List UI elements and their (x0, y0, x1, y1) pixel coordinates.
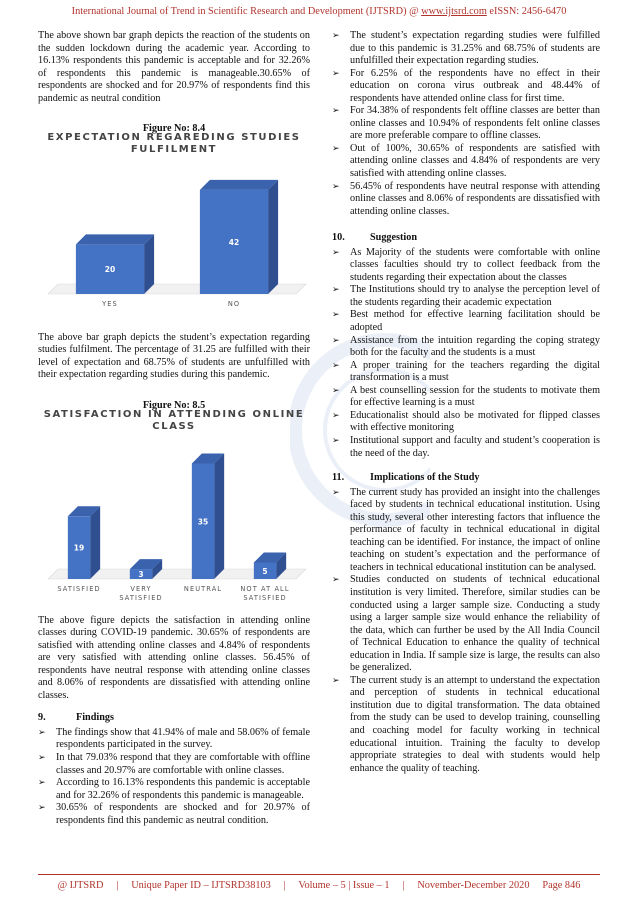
satisfaction-bar-chart (38, 433, 310, 609)
arrow-bullet-icon: ➢ (332, 310, 340, 321)
data-label: 19 (73, 543, 85, 553)
arrow-bullet-icon: ➢ (38, 727, 46, 738)
findings-list (38, 727, 310, 827)
arrow-bullet-icon: ➢ (332, 68, 340, 79)
paragraph: The above shown bar graph depicts the reaction of the students on the sudden lockdown during the academic year. According to 16.13% respondents this pandemic is acceptable and for 32.26% of respondents this pandemic is manageable.30.65% of respondents are shocked and for 20.97% of respondents find this pandemic as neutral condition (38, 30, 310, 104)
list-item (332, 435, 600, 460)
list-item-text: Assistance from the intuition regarding the coping strategy both for the faculty and the students is a must (350, 334, 600, 359)
section-title: Findings (76, 712, 114, 724)
tick-label: YES (102, 299, 118, 308)
data-label: 35 (197, 516, 209, 526)
arrow-bullet-icon: ➢ (38, 803, 46, 814)
list-item (332, 360, 600, 385)
data-label: 5 (262, 566, 268, 576)
list-item (332, 309, 600, 334)
list-item-text: 56.45% of respondents have neutral response with attending online classes and 8.06% of respondents are dissatisfied with attending online classes. (350, 180, 600, 217)
right-column (332, 30, 600, 775)
tick-label: NEUTRAL (183, 584, 223, 593)
section-number: 11. (332, 472, 345, 484)
page-footer: @ IJTSRD | Unique Paper ID – IJTSRD38103 | Volume – 5 | Issue – 1 | November-December 2020 Page 846 (57, 880, 581, 891)
list-item (38, 752, 310, 777)
data-label: 3 (138, 569, 144, 579)
arrow-bullet-icon: ➢ (332, 410, 340, 421)
bar-side (144, 234, 154, 294)
paragraph: The above figure depicts the satisfaction in attending online classes during COVID-19 pandemic. 30.65% of respondents are satisfied with attending online classes and 4.84% of respondents are very satisfied with attending online classes. 56.45% of respondents have neutral response with attending online classes and 8.06% of respondents are dissatisfied with attending online classes. (38, 614, 310, 701)
list-item (332, 247, 600, 285)
journal-issn: eISSN: 2456-6470 (486, 6, 567, 17)
arrow-bullet-icon: ➢ (332, 31, 340, 41)
list-item (38, 727, 310, 752)
list-item-text: According to 16.13% respondents this pandemic is acceptable and for 32.26% of respondents this pandemic is manageable. (56, 777, 310, 801)
list-item (332, 68, 600, 106)
list-item (332, 574, 600, 674)
arrow-bullet-icon: ➢ (332, 143, 340, 154)
list-item (332, 335, 600, 360)
list-item (332, 487, 600, 575)
arrow-bullet-icon: ➢ (332, 675, 340, 686)
bar-side (214, 453, 224, 579)
journal-name: International Journal of Trend in Scientific Research and Development (IJTSRD) @ (71, 6, 422, 17)
implications-list (332, 487, 600, 776)
arrow-bullet-icon: ➢ (38, 778, 46, 789)
expectation-bar-chart (38, 156, 310, 324)
section-heading (38, 712, 310, 725)
list-item-text: For 6.25% of the respondents have no effect in their education on corona virus outbreak and 48.44% of respondents have attended online class for first time. (350, 67, 600, 104)
list-item-text: A best counselling session for the students to motivate them for effective learning is a must (350, 384, 600, 409)
list-item-text: The Institutions should try to analyse the perception level of the students regarding their academic expectation (350, 284, 600, 308)
list-item (38, 802, 310, 827)
list-item (332, 143, 600, 181)
list-item-text: A proper training for the teachers regarding the digital transformation is a must (350, 359, 600, 384)
arrow-bullet-icon: ➢ (332, 360, 340, 371)
chart-title: EXPECTATION REGAREDING STUDIES FULFILMENT (47, 131, 301, 155)
footer-divider (38, 874, 600, 875)
tick-label: NOT AT ALL SATISFIED (240, 584, 290, 602)
section-title: Implications of the Study (370, 472, 480, 484)
bar-top (200, 180, 278, 190)
journal-url-link[interactable]: www.ijtsrd.com (421, 6, 487, 17)
left-column (38, 30, 310, 827)
list-item-text: Institutional support and faculty and student’s cooperation is the need of the day. (350, 434, 600, 459)
arrow-bullet-icon: ➢ (332, 181, 340, 192)
arrow-bullet-icon: ➢ (332, 575, 340, 586)
list-item-text: Educationalist should also be motivated for flipped classes with effective monitoring (350, 409, 600, 434)
data-label: 42 (228, 237, 240, 247)
bar-top (76, 234, 154, 244)
section-title: Suggestion (370, 232, 417, 244)
section-number: 9. (38, 712, 46, 724)
list-item (332, 385, 600, 410)
list-item (38, 777, 310, 802)
list-item-text: The current study has provided an insight into the challenges faced by students in technical educational institution. Using this study, several other interesting factors that influence the performance of faculty in technical educational in digital teaching can be identified. For instance, the impact of online teaching on student’s expectation and the performance of teachers in technical educational institution can be analysed. (350, 486, 600, 573)
list-item-text: In that 79.03% respond that they are comfortable with offline classes and 20.97% are comfortable with online classes. (56, 752, 310, 776)
list-item (332, 284, 600, 309)
list-item-text: The student’s expectation regarding studies were fulfilled due to this pandemic is 31.25% and 68.75% of students are unfulfilled their expectation regarding studies. (350, 30, 600, 67)
list-item-text: Studies conducted on students of technical educational institution is very limited. Therefore, similar studies can be conducted using a larger sample size. Conducting a study using a larger sample size would enhance the reliability of the data, which can further be used by the All India Council of Technical Education to enhance the quality of technical education in India. If sample size is large, the results can also be generalized. (350, 574, 600, 674)
arrow-bullet-icon: ➢ (38, 753, 46, 764)
suggestions-list (332, 247, 600, 460)
list-item-text: As Majority of the students were comfortable with online classes faculties should try to collect feedback from the students regarding their expectation about the classes (350, 246, 600, 283)
arrow-bullet-icon: ➢ (332, 487, 340, 498)
list-item (332, 675, 600, 775)
section-number: 10. (332, 232, 345, 244)
section-heading (332, 472, 600, 485)
figure-label: Figure No: 8.5 (142, 400, 206, 412)
data-label: 20 (104, 265, 116, 275)
arrow-bullet-icon: ➢ (332, 247, 340, 258)
tick-label: SATISFIED (57, 584, 101, 593)
arrow-bullet-icon: ➢ (332, 285, 340, 296)
figure-label: Figure No: 8.4 (142, 123, 206, 135)
chart-title: SATISFACTION IN ATTENDING ONLINE CLASS (43, 408, 305, 432)
section-heading (332, 232, 600, 245)
list-item (332, 105, 600, 143)
tick-label: VERY SATISFIED (119, 584, 163, 602)
list-item-text: Best method for effective learning facilitation should be adopted (350, 309, 600, 334)
arrow-bullet-icon: ➢ (332, 106, 340, 117)
arrow-bullet-icon: ➢ (332, 435, 340, 446)
list-item-text: The current study is an attempt to understand the expectation and perception of students in technical educational institution due to digital transformation. The data obtained from the study can be used to develop training, counselling and coaching model for faculty working in technical educational intuition. Training the faculty to develop appropriate strategies to deal with students would help enhance the quality of teaching. (350, 674, 600, 774)
list-item (332, 410, 600, 435)
tick-label: NO (227, 299, 241, 308)
list-item-text: 30.65% of respondents are shocked and for 20.97% of respondents find this pandemic as neutral condition. (56, 802, 310, 826)
list-item-text: For 34.38% of respondents felt offline classes are better than online classes and 10.94% of respondents felt online classes are more preferable compare to offline classes. (350, 105, 600, 142)
paragraph: The above bar graph depicts the student’s expectation regarding studies fulfilment. The percentage of 31.25 are fulfilled with their level of expectation and 68.75% of students are unfulfilled with their expectation regarding studies during this pandemic. (38, 331, 310, 381)
findings-list-continued (332, 30, 600, 218)
list-item (332, 30, 600, 68)
list-item-text: Out of 100%, 30.65% of respondents are satisfied with attending online classes and 4.84% of respondents are very satisfied with attending online classes. (350, 142, 600, 180)
list-item-text: The findings show that 41.94% of male and 58.06% of female respondents participated in the survey. (56, 726, 310, 751)
journal-header (0, 6, 638, 17)
arrow-bullet-icon: ➢ (332, 335, 340, 346)
bar-side (268, 180, 278, 294)
arrow-bullet-icon: ➢ (332, 385, 340, 396)
list-item (332, 181, 600, 219)
bar-side (90, 506, 100, 579)
